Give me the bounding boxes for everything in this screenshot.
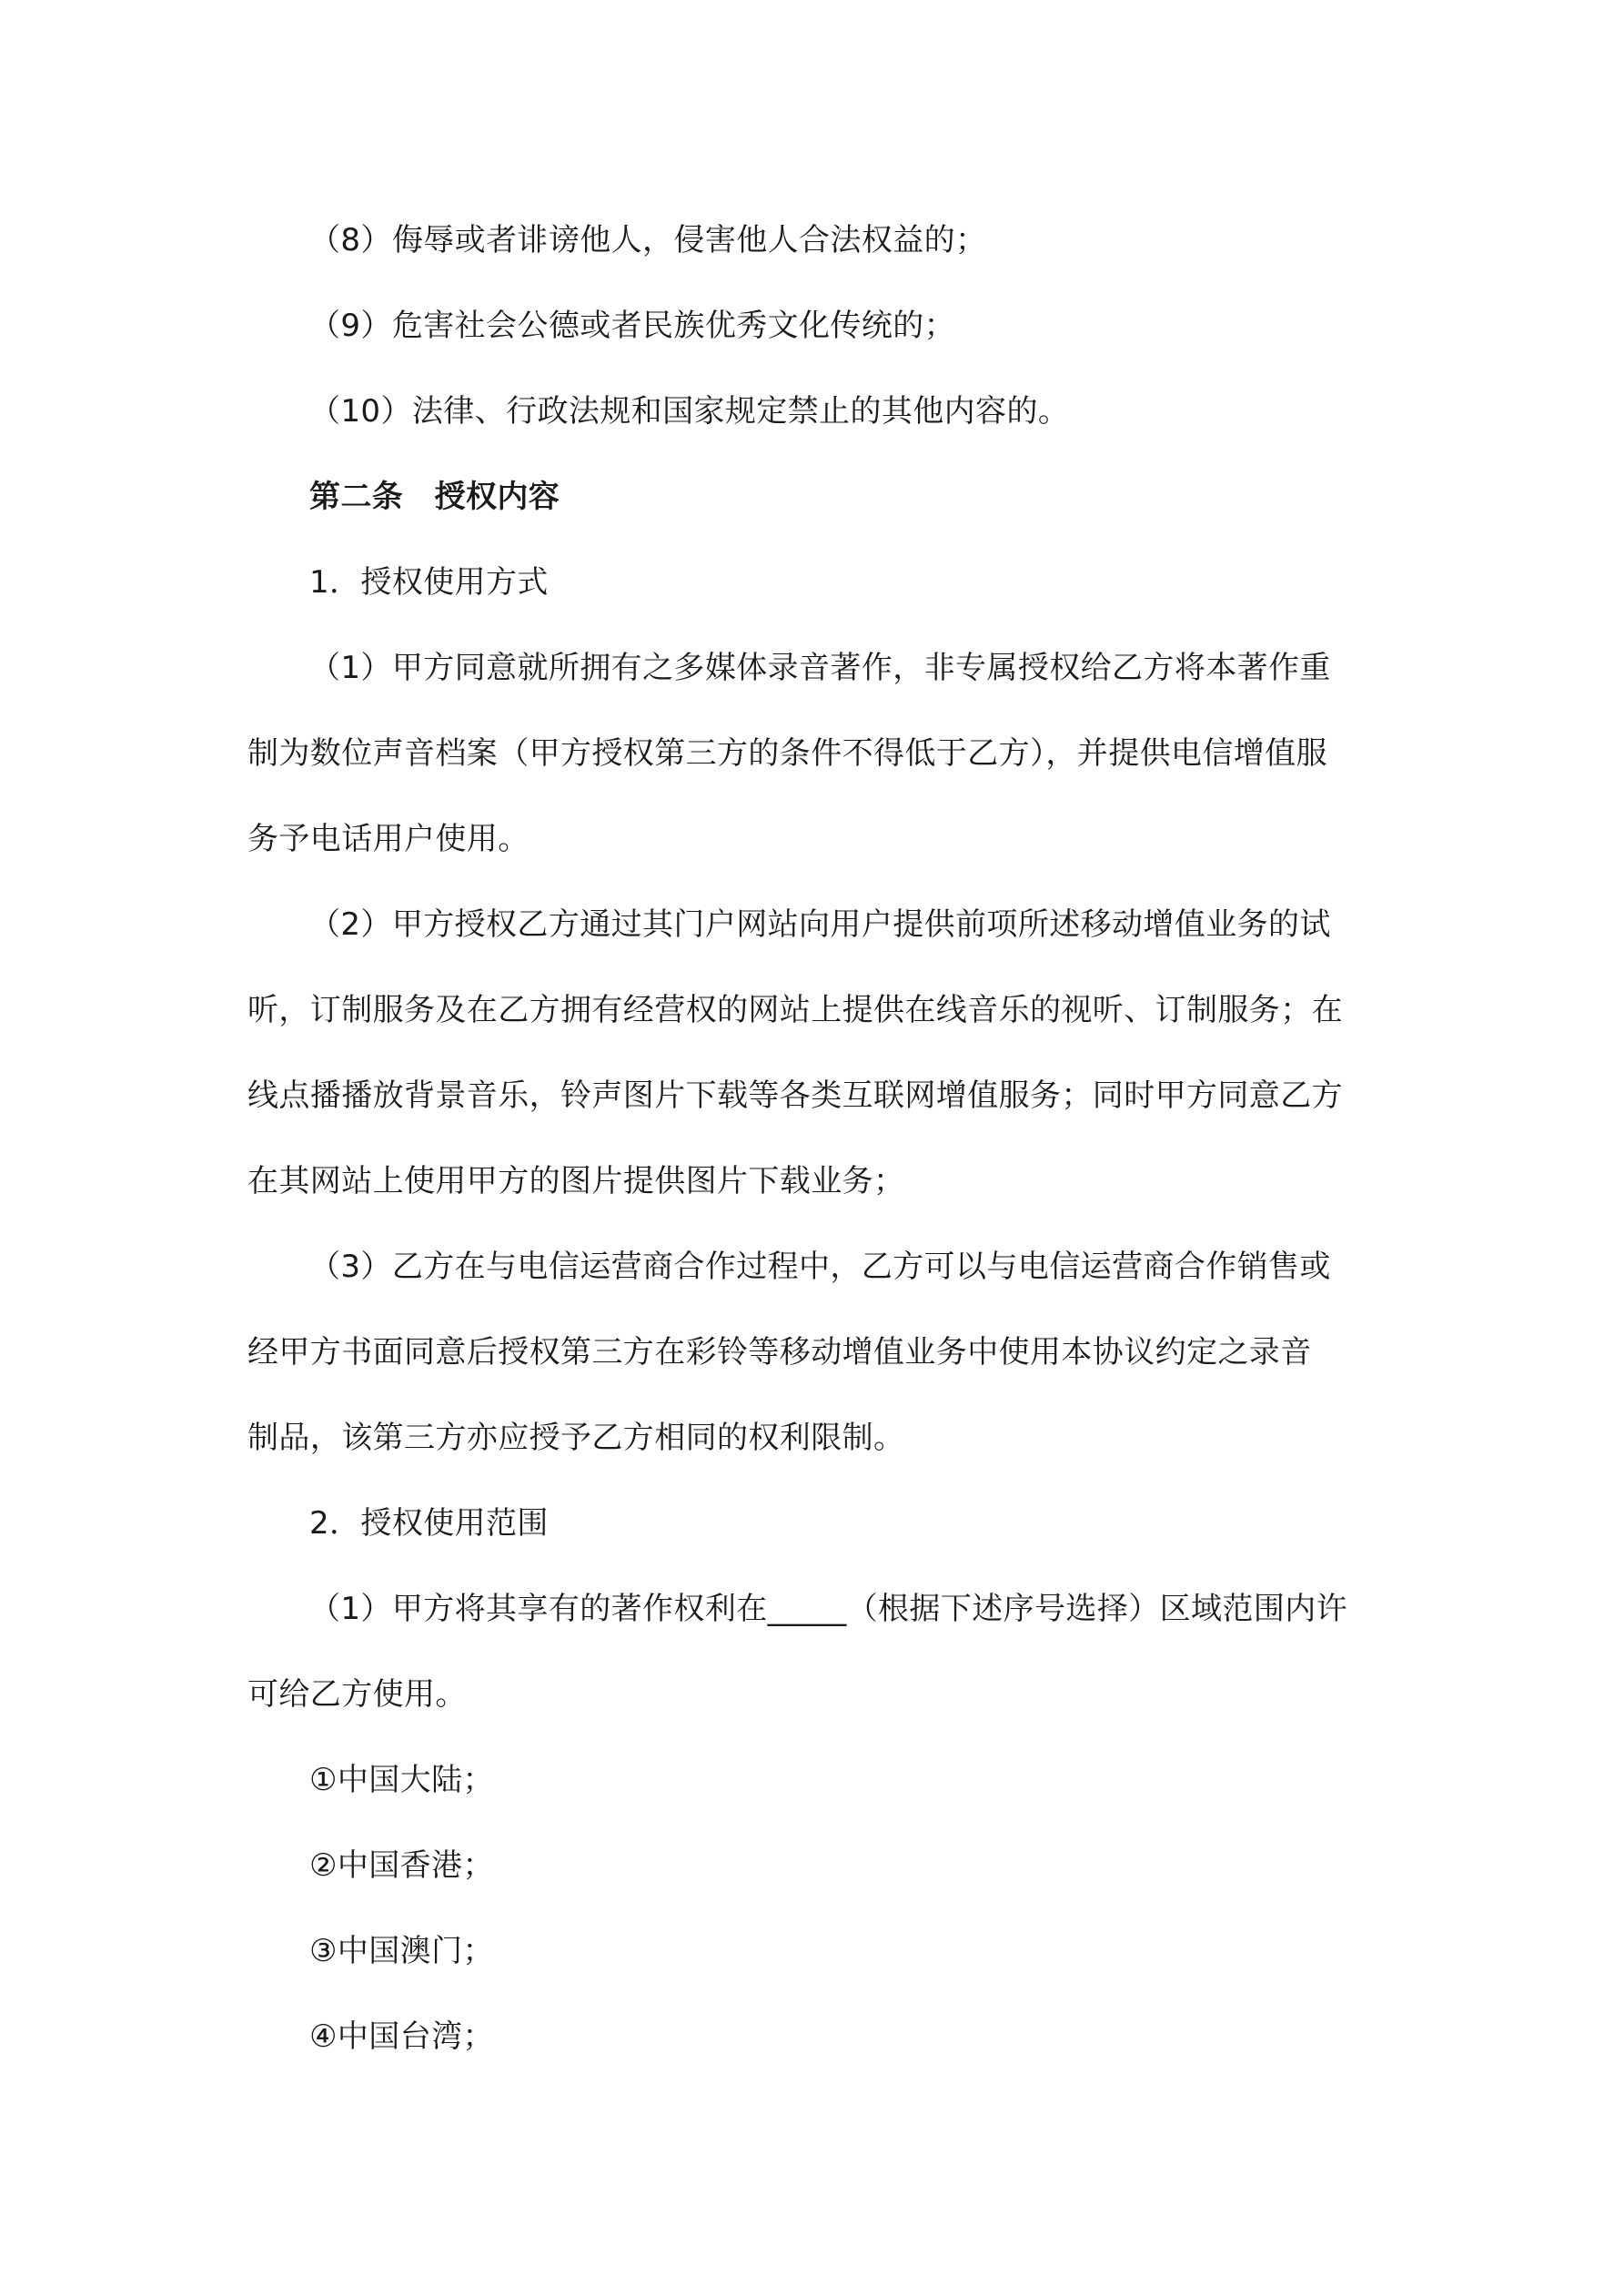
subsection-heading-2: 2．授权使用范围	[309, 1505, 549, 1542]
paragraph-2-line-3: 线点播播放背景音乐，铃声图片下载等各类互联网增值服务；同时甲方同意乙方	[247, 1077, 1343, 1114]
paragraph-3-line-3: 制品，该第三方亦应授予乙方相同的权利限制。	[247, 1420, 905, 1456]
paragraph-3-line-2: 经甲方书面同意后授权第三方在彩铃等移动增值业务中使用本协议约定之录音	[247, 1334, 1312, 1371]
option-item-2: ②中国香港；	[309, 1847, 494, 1884]
paragraph-1-line-3: 务予电话用户使用。	[247, 821, 530, 857]
paragraph-1-line-2: 制为数位声音档案（甲方授权第三方的条件不得低于乙方），并提供电信增值服	[247, 735, 1327, 772]
list-item-9: （9）危害社会公德或者民族优秀文化传统的；	[309, 308, 956, 344]
option-item-4: ④中国台湾；	[309, 2018, 494, 2055]
list-item-10: （10）法律、行政法规和国家规定禁止的其他内容的。	[309, 393, 1070, 430]
paragraph-3-line-1: （3）乙方在与电信运营商合作过程中，乙方可以与电信运营商合作销售或	[309, 1249, 1331, 1285]
paragraph-4-line-1: （1）甲方将其享有的著作权利在_____（根据下述序号选择）区域范围内许	[309, 1591, 1348, 1627]
section-heading-article-2: 第二条 授权内容	[309, 479, 560, 515]
option-item-3: ③中国澳门；	[309, 1933, 494, 1969]
paragraph-2-line-1: （2）甲方授权乙方通过其门户网站向用户提供前项所述移动增值业务的试	[309, 906, 1331, 943]
paragraph-4-line-2: 可给乙方使用。	[247, 1676, 467, 1713]
subsection-heading-1: 1．授权使用方式	[309, 564, 549, 601]
paragraph-1-line-1: （1）甲方同意就所拥有之多媒体录音著作，非专属授权给乙方将本著作重	[309, 650, 1331, 686]
paragraph-2-line-4: 在其网站上使用甲方的图片提供图片下载业务；	[247, 1163, 905, 1199]
list-item-8: （8）侮辱或者诽谤他人，侵害他人合法权益的；	[309, 222, 987, 258]
paragraph-2-line-2: 听，订制服务及在乙方拥有经营权的网站上提供在线音乐的视听、订制服务；在	[247, 992, 1343, 1028]
option-item-1: ①中国大陆；	[309, 1762, 494, 1798]
